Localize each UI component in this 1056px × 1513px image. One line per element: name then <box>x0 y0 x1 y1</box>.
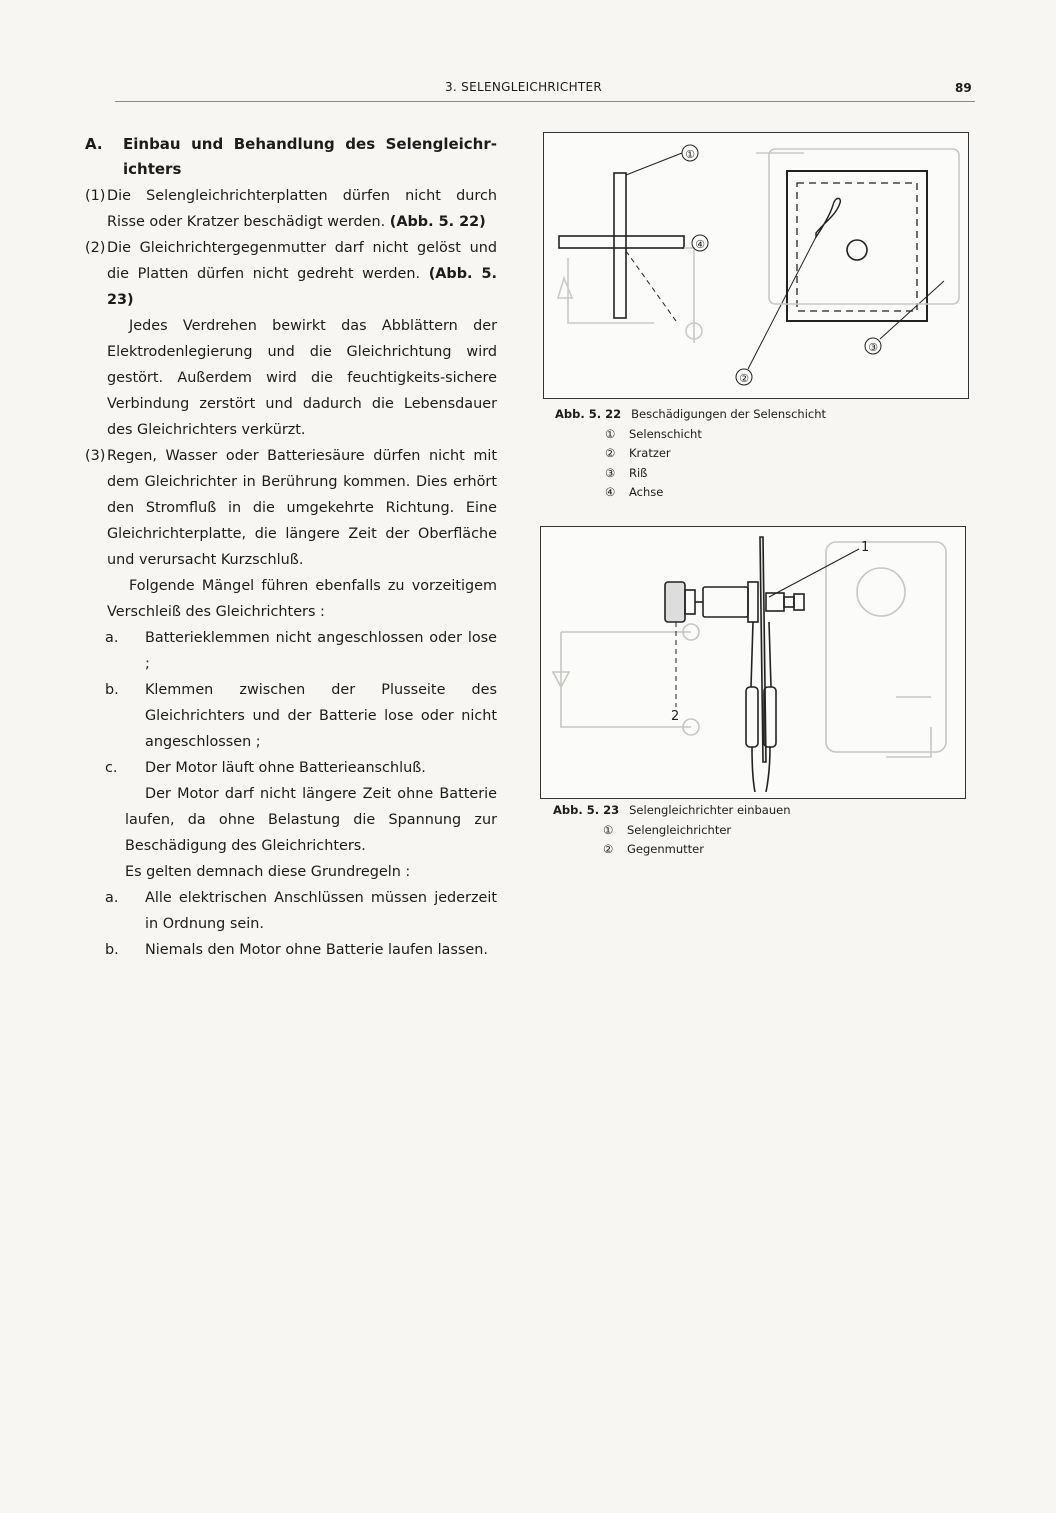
section-title: Einbau und Behandlung des Selengleichr-ichters <box>123 135 497 178</box>
page-number: 89 <box>955 81 972 95</box>
section-letter: A. <box>85 135 103 153</box>
paragraph-text: Regen, Wasser oder Batteriesäure dürfen nicht mit dem Gleichrichter in Berührung kommen. Dies erhört den Stromfluß in die umgekehrte Richtung. Eine Gleichrichterplatte, die längere Zeit der Oberfläche und verursacht Kurzschluß. <box>107 448 497 568</box>
callout-4: ④ <box>695 238 705 251</box>
paragraph-text: Die Gleichrichtergegenmutter darf nicht gelöst und die Platten dürfen nicht gedreht werden. <box>107 240 497 282</box>
callout-1: ① <box>685 148 695 161</box>
figure-legend <box>553 821 953 860</box>
paragraph-3 <box>85 443 497 573</box>
figure-5-22 <box>543 132 969 399</box>
figure-5-22-caption <box>555 405 955 503</box>
figure-number: Abb. 5. 23 <box>553 803 620 817</box>
header-rule <box>115 101 975 102</box>
legend-item: ④ Achse <box>605 485 664 499</box>
figure-title: Beschädigungen der Selenschicht <box>631 407 827 421</box>
paragraph-number: (1) <box>85 188 106 204</box>
text-column <box>85 132 497 963</box>
figure-reference: (Abb. 5. 22) <box>389 214 486 230</box>
figure-reference: (Abb. 5. 23) <box>107 266 497 308</box>
running-header: 3. SELENGLEICHRICHTER <box>445 80 603 94</box>
callout-2: 2 <box>671 709 680 724</box>
paragraph-2-continued: Jedes Verdrehen bewirkt das Abblättern der Elektrodenlegierung und die Gleichrichtung wird gestört. Außerdem wird die feuchtigkeits-sichere Verbindung zerstört und dadurch die Lebensdauer des Gleichrichters verkürzt. <box>107 318 497 438</box>
figure-5-23-drawing <box>541 527 965 798</box>
callout-2: ② <box>739 372 749 385</box>
paragraph-number: (3) <box>85 448 106 464</box>
rule-item-b: b. Niemals den Motor ohne Batterie laufen lassen. <box>105 942 488 958</box>
figure-5-23 <box>540 526 966 799</box>
defect-item-c: c. Der Motor läuft ohne Batterieanschluß. <box>105 760 426 776</box>
rule-item-a: a. Alle elektrischen Anschlüssen müssen jederzeit in Ordnung sein. <box>105 890 497 932</box>
paragraph-number: (2) <box>85 240 106 256</box>
paragraph-2 <box>85 235 497 313</box>
legend-item: ② Kratzer <box>605 446 671 460</box>
paragraph-3-continued: Folgende Mängel führen ebenfalls zu vorzeitigem Verschleiß des Gleichrichters : <box>107 578 497 620</box>
legend-item: ② Gegenmutter <box>603 842 704 856</box>
defect-item-c-continued: Der Motor darf nicht längere Zeit ohne Batterie laufen, da ohne Belastung die Spannung zur Beschädigung des Gleichrichters. <box>125 786 497 854</box>
section-heading <box>85 132 497 182</box>
figure-5-23-caption <box>553 801 953 860</box>
legend-item: ① Selenschicht <box>605 426 702 441</box>
callout-1: 1 <box>861 540 870 555</box>
defect-item-b: b. Klemmen zwischen der Plusseite des Gleichrichters und der Batterie lose oder nicht angeschlossen ; <box>105 682 497 750</box>
rules-intro: Es gelten demnach diese Grundregeln : <box>125 864 411 880</box>
figure-number: Abb. 5. 22 <box>555 407 622 421</box>
figure-legend <box>555 425 955 503</box>
callout-3: ③ <box>868 341 878 354</box>
defect-item-a: a. Batterieklemmen nicht angeschlossen oder lose ; <box>105 630 497 672</box>
paragraph-text: Die Selengleichrichterplatten dürfen nicht durch Risse oder Kratzer beschädigt werden. <box>107 188 497 230</box>
legend-item: ① Selengleichrichter <box>603 822 732 837</box>
legend-item: ③ Riß <box>605 465 648 480</box>
paragraph-1 <box>85 183 497 235</box>
figure-5-22-drawing <box>544 133 968 398</box>
figure-title: Selengleichrichter einbauen <box>629 803 791 817</box>
